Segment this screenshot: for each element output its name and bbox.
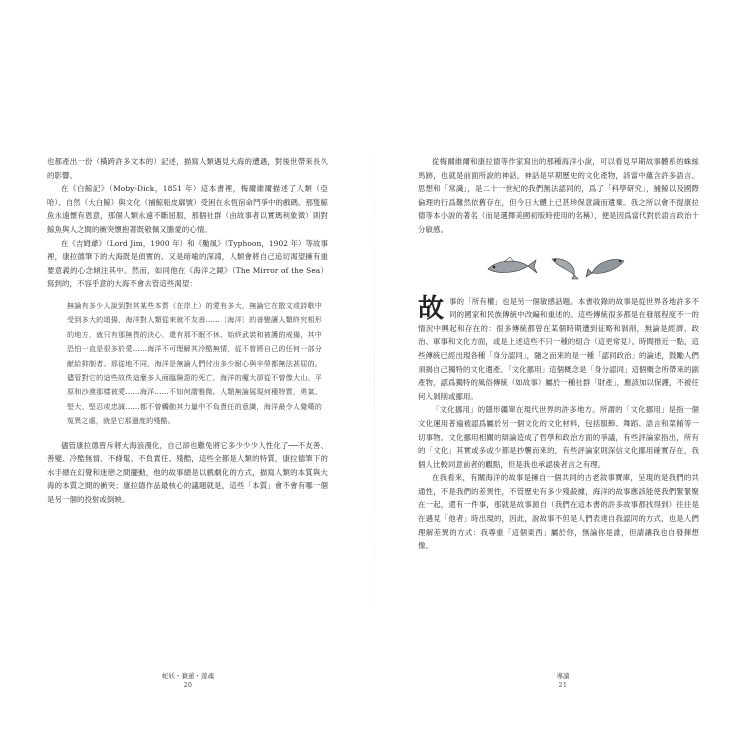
right-text-column	[418, 155, 699, 553]
right-page-number: 21	[558, 682, 568, 689]
left-paragraph-1: 也都產出一份（橫跨許多文本的）記述，描寫人類遇見大海的遭遇，對後世帶來長久的影響。	[47, 157, 328, 180]
right-paragraph-2	[418, 295, 699, 404]
right-folio	[503, 671, 623, 691]
left-running-title: 蛇妖・賽蓮・遊魂	[162, 672, 214, 680]
fish-illustration	[484, 251, 634, 281]
right-paragraph-3: 「文化挪用」的隱形疆單在現代世界的許多地方。所謂的「文化挪用」是指一個文化運用普遍被認爲屬於另一個文化的文化材料，包括服飾、舞蹈、語言和菜餚等一切事物。文化挪用相關的辯論造成了哲學和政治方面的爭議，有些評論家指出，所有的「文化」其實或多或少都是抄襲而來的，有些評論家則深信文化挪用確實存在，我個人比較同意前者的觀點，但是我也承認後者言之有理。	[418, 405, 699, 469]
block-quote: 無論有多少人說到對其某些本質（在岸上）的愛有多大，無論它在散文或詩歌中受到多大的頌揚，海洋對人類從來就不友善……〔海洋〕的善變讓人類終究相形的地方，就只有那無畏的決心，還有那不眠不休、始終武裝和被護的戒備，其中恐怕一直是很多於愛……海洋不可理解其冷酷無情，從不曾將自己的任何一部分献給抑制者。那從地不同，海洋是無論人們付出多少耐心與辛勞都無法甚屈的。儘管對它的這些故佚這麼多人面臨險惡的死亡，海洋的魔大卻從不曾像大山、平原和沙漠那樣被愛……海洋……不如何謂雅微。人類無論展現何種特質，勇氣、堅大、堅忍或忠誠……都不曾觸動其力量中不負責任的意識，海洋最令人覺嘆的冤異之處，就是它那過度的殘酷。	[67, 300, 322, 426]
fish-drawing-2	[552, 258, 578, 278]
left-folio	[128, 671, 248, 691]
left-text-column	[47, 155, 328, 507]
right-running-title: 導讀	[556, 672, 570, 680]
right-paragraph-4: 在我看來，有關海洋的故事是擁自一個共同的古老敘事寶庫，呈現的是我們的共通性，不是我們的差異性，不管歷史有多少殘殺據，海洋的故事應該能使我們緊緊聚在一起，還有一件事，那就是故事源自（我們在這本書的許多故事都找得到）往往是在遇見「他者」時出現的，因此，說故事不但是人們表達自我認同的方式，也是人們理解差異的方式：我尊重「這個東西」屬於你，無論你是誰，但請讓我也自發揮想像。	[418, 473, 699, 551]
fish-drawing-3	[586, 259, 624, 277]
left-paragraph-3: 在《吉姆爺》（Lord Jim，1900 年）和《颱風》（Typhoon，1902 年）等故事裡，康拉德筆下的大海既是偵實的、又是暗喻的深淵，人類會將自己追切渴望擁有重要意義的心念傾注其中。然而，如同他在《海洋之鏡》（The Mirror of the Sea）寫到的，不容乎意的大海不會去管這些渴望：	[47, 238, 328, 289]
left-paragraph-2: 在《白鯨記》（Moby-Dick，1851 年）這本書裡，梅爾維爾描述了人類（亞哈）、自然（大白鯨）與文化（捕鯨船皮廓號）受困在永恆宿命鬥爭中的戲碼。那隻鯨魚永遠懷有恩意，那個人類永遠不斷屈服，那個社群（由故事者以實瑪利象徵）則對鯨魚與人之間的衝突懷抱著既敬佩又膽愛的心情。	[47, 184, 328, 234]
right-paragraph-2-text: 事的「所有權」也是另一個敏感話題。本書收錄的故事是從世界各地許多不同的國家和民族傳統中改編和重述的。這些傳統很多都是在發展程度不一的情況中興起和存在的：很多傳統都曾在某個時期遭到征略和剝削，無論是經濟、政治、軍事和文化方面，或是上述這些不只一種的組合（這更常見）。時間推近一點，這些傳統已經出現各種「身分認同」，隨之而來的是一種「認同政治」的論述，鼓勵人們須揭自己獨特的文化遺產。「文化挪用」這個概念是「身分認同」這個概念所帶來的副產物，認爲獨特的風俗傳統（如故事）屬於一種社群「財產」，應該加以保護，不被任何人剝削或挪用。	[418, 296, 699, 401]
right-page	[375, 0, 750, 750]
fish-drawing-1	[488, 257, 537, 273]
right-paragraph-1: 從梅爾維爾和康拉德等作家寫出的那種海洋小說，可以看見早期故事體系的蛛絲馬跡，也就是前面所說的神話。神話是早期歷史的文化產物，該當中蘊含許多語言、思想和「常識」，是二十一世紀的我們無法認同的，爲了「科學研究」，捕鯨以及國際倫理的行爲難然依舊存在，但今日大體上已甚珍保意識而遺棄。我之所以會不提康拉德等本小說的著名（而是選擇美國初版時使用的名稱），便是因爲當代對於語言政治十分敏感。	[418, 157, 699, 234]
left-paragraph-4: 儘管康拉德曾斥將大海浪漫化，自己卻也難免將它多少少少人性化了──不友善、善變、冷酷無情、不條髦、不負責任、殘酷，這些全都是人類的特質，康拉德筆下的水手總在幻覺和迷戀之間擺動，他的故事總是以戲劇化的方式，描寫人類的本質與大海的本質之間的衝突；康拉德作品最核心的議題就是，這些「本質」會不會有哪一個是另一個的投射或倒映。	[47, 440, 328, 504]
drop-cap: 故	[418, 293, 445, 324]
left-page-number: 20	[183, 682, 193, 689]
